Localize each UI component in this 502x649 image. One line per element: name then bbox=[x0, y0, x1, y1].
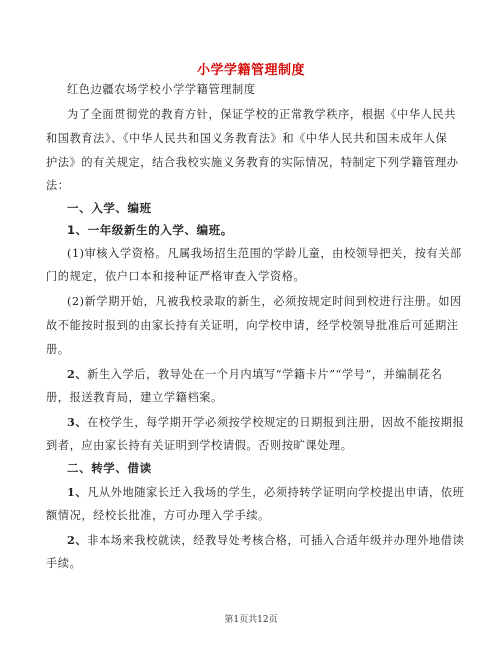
s2-item1-line-2: 额情况，经校长批准，方可办理入学手续。 bbox=[46, 509, 270, 522]
s1-item2-line-2: 册，报送教育局，建立学籍档案。 bbox=[46, 391, 223, 404]
s1-item3-line-1 bbox=[67, 414, 464, 431]
s1-item1-sub2-line-2: 故不能按时报到的由家长持有关证明，向学校申请，经学校领导批准后可延期注 bbox=[46, 319, 459, 332]
s1-item3-number: 3、 bbox=[67, 415, 88, 429]
para1-line-2: 和国教育法》、《中华人民共和国义务教育法》和《中华人民共和国未成年人保 bbox=[46, 132, 448, 145]
s2-item2-number: 2、 bbox=[67, 533, 88, 547]
s1-item3-line-2: 到者，应由家长持有关证明到学校请假。否则按旷课处理。 bbox=[46, 439, 353, 452]
s1-item1-sub2-line-1: (2)新学期开始，凡被我校录取的新生，必须按规定时间到校进行注册。如因 bbox=[67, 295, 462, 308]
s1-item2-text-1: 新生入学后，教导处在一个月内填写“学籍卡片”“学号”，并编制花名 bbox=[87, 368, 443, 381]
s2-item1-text-1: 凡从外地随家长迁入我场的学生，必须持转学证明向学校提出申请，依班 bbox=[87, 486, 465, 499]
section-2-heading: 二、转学、借读 bbox=[67, 461, 152, 475]
page-number-footer: 第1页共12页 bbox=[224, 615, 278, 625]
para1-line-3: 护法》的有关规定，结合我校实施义务教育的实际情况，特制定下列学籍管理办 bbox=[46, 156, 459, 169]
s1-item2-number: 2、 bbox=[67, 367, 88, 381]
section-1-heading: 一、入学、编班 bbox=[67, 201, 152, 215]
intro-line: 红色边疆农场学校小学学籍管理制度 bbox=[67, 83, 256, 96]
para1-line-4: 法： bbox=[46, 179, 70, 192]
para1-line-1: 为了全面贯彻党的教育方针，保证学校的正常教学秩序，根据《中华人民共 bbox=[67, 108, 456, 121]
s1-item1-sub2-line-3: 册。 bbox=[46, 343, 70, 356]
s1-item1-sub1-line-2: 门的规定，依户口本和接种证严格审查入学资格。 bbox=[46, 270, 306, 283]
s2-item1-number: 1、 bbox=[67, 485, 88, 499]
s2-item2-line-1 bbox=[67, 532, 464, 549]
s2-item2-line-2: 手续。 bbox=[46, 557, 82, 570]
s1-item3-text-1: 在校学生，每学期开学必须按学校规定的日期报到注册，因故不能按期报 bbox=[87, 416, 465, 429]
s2-item1-line-1 bbox=[67, 484, 464, 501]
s2-item2-text-1: 非本场来我校就读，经教导处考核合格，可插入合适年级并办理外地借读 bbox=[87, 534, 465, 547]
section-1-item-1-heading: 1、一年级新生的入学、编班。 bbox=[67, 223, 233, 237]
s1-item1-sub1-line-1: (1)审核入学资格。凡属我场招生范围的学龄儿童，由校领导把关，按有关部 bbox=[67, 247, 462, 260]
s1-item2-line-1 bbox=[67, 366, 443, 383]
document-title: 小学学籍管理制度 bbox=[196, 63, 305, 78]
